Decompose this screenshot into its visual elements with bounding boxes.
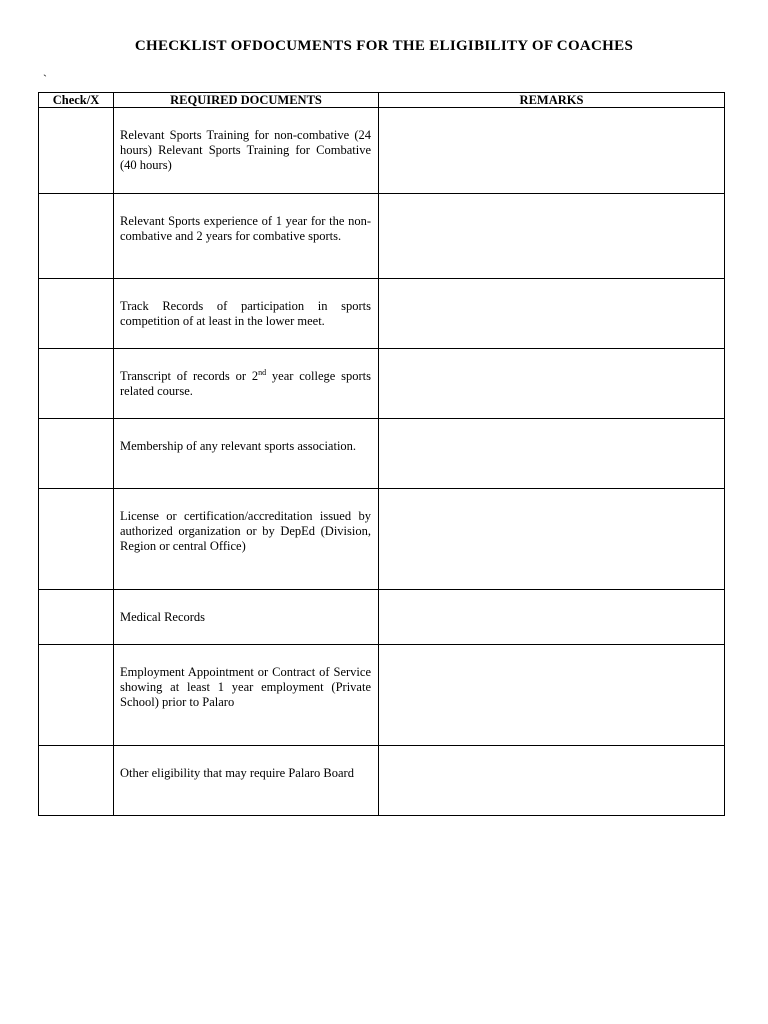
document-text: Medical Records bbox=[120, 610, 206, 624]
document-cell bbox=[114, 279, 379, 349]
remarks-cell[interactable] bbox=[379, 419, 725, 489]
table-row bbox=[39, 419, 725, 489]
table-header-row bbox=[39, 93, 725, 108]
stray-mark: ` bbox=[43, 72, 47, 86]
check-cell[interactable] bbox=[39, 489, 114, 590]
check-cell[interactable] bbox=[39, 349, 114, 419]
header-remarks: REMARKS bbox=[379, 93, 725, 108]
check-cell[interactable] bbox=[39, 194, 114, 279]
document-cell bbox=[114, 349, 379, 419]
document-cell bbox=[114, 645, 379, 746]
document-text: Membership of any relevant sports association. bbox=[120, 439, 357, 453]
document-text: License or certification/accreditation issued by authorized organization or by DepEd (Division, Region or central Office) bbox=[120, 509, 371, 553]
remarks-cell[interactable] bbox=[379, 590, 725, 645]
remarks-cell[interactable] bbox=[379, 746, 725, 816]
table-row bbox=[39, 746, 725, 816]
document-text: Relevant Sports experience of 1 year for the non-combative and 2 years for combative sports. bbox=[120, 214, 371, 243]
header-required-documents: REQUIRED DOCUMENTS bbox=[114, 93, 379, 108]
page-title: CHECKLIST OFDOCUMENTS FOR THE ELIGIBILITY OF COACHES bbox=[134, 38, 634, 54]
remarks-cell[interactable] bbox=[379, 349, 725, 419]
document-cell bbox=[114, 108, 379, 194]
document-cell bbox=[114, 194, 379, 279]
table-row bbox=[39, 645, 725, 746]
check-cell[interactable] bbox=[39, 590, 114, 645]
check-cell[interactable] bbox=[39, 746, 114, 816]
document-cell bbox=[114, 419, 379, 489]
table-row bbox=[39, 590, 725, 645]
remarks-cell[interactable] bbox=[379, 108, 725, 194]
document-cell bbox=[114, 590, 379, 645]
table-row bbox=[39, 489, 725, 590]
document-text-part: Transcript of records or 2 bbox=[120, 369, 259, 383]
table-row bbox=[39, 279, 725, 349]
checklist-table bbox=[38, 92, 725, 816]
remarks-cell[interactable] bbox=[379, 194, 725, 279]
document-text-part: year college sports related course. bbox=[120, 369, 371, 398]
table-row bbox=[39, 194, 725, 279]
document-text: Other eligibility that may require Palaro Board bbox=[120, 766, 354, 780]
document-cell bbox=[114, 746, 379, 816]
remarks-cell[interactable] bbox=[379, 279, 725, 349]
remarks-cell[interactable] bbox=[379, 645, 725, 746]
check-cell[interactable] bbox=[39, 279, 114, 349]
header-check: Check/X bbox=[39, 93, 114, 108]
ordinal-superscript: nd bbox=[258, 367, 267, 377]
table-row bbox=[39, 349, 725, 419]
check-cell[interactable] bbox=[39, 645, 114, 746]
document-cell bbox=[114, 489, 379, 590]
remarks-cell[interactable] bbox=[379, 489, 725, 590]
document-text: Employment Appointment or Contract of Service showing at least 1 year employment (Private School) prior to Palaro bbox=[120, 665, 371, 709]
check-cell[interactable] bbox=[39, 419, 114, 489]
check-cell[interactable] bbox=[39, 108, 114, 194]
document-text: Relevant Sports Training for non-combative (24 hours) Relevant Sports Training for Combative (40 hours) bbox=[120, 128, 371, 172]
document-text bbox=[120, 369, 371, 399]
table-row bbox=[39, 108, 725, 194]
document-text: Track Records of participation in sports competition of at least in the lower meet. bbox=[120, 299, 371, 328]
